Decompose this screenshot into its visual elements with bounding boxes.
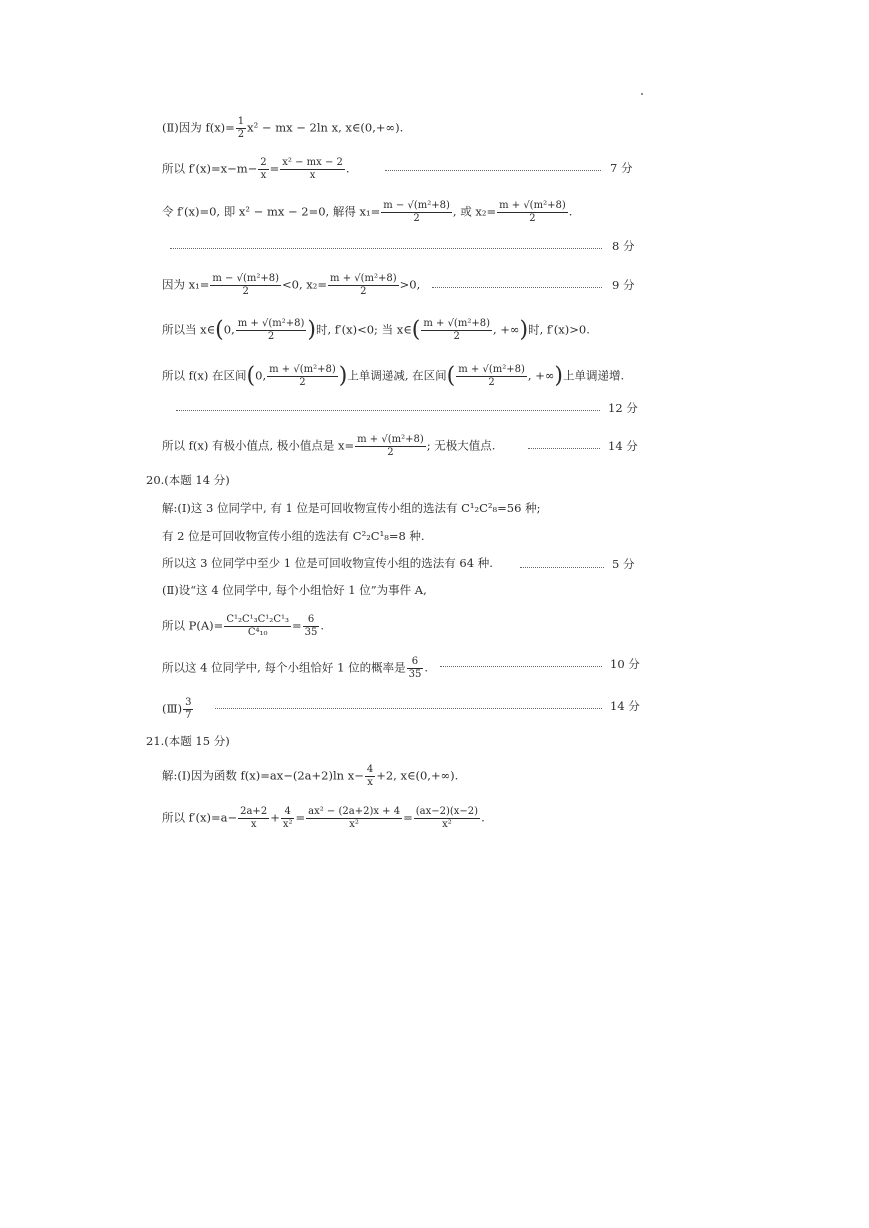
text: = <box>295 810 306 825</box>
text: 所以当 x∈ <box>162 322 216 337</box>
text: . <box>568 204 573 219</box>
solution-line-1 <box>162 116 403 141</box>
denominator: x <box>260 170 267 181</box>
text: 因为 x₁= <box>162 277 210 292</box>
leader-dots <box>440 666 602 667</box>
bracket: ) <box>519 317 529 343</box>
text <box>281 806 295 831</box>
question-21-header: 21.(本题 15 分) <box>146 734 230 748</box>
denominator: x² <box>282 819 293 830</box>
text: +2, x∈(0,+∞). <box>376 768 459 783</box>
solution-line-7 <box>162 364 624 389</box>
text: 时, f′(x)<0; 当 x∈ <box>315 322 412 337</box>
bracket: ( <box>246 363 256 389</box>
denominator: x <box>250 819 257 830</box>
leader-dots <box>432 287 602 288</box>
q21-line-2 <box>162 806 485 831</box>
question-20-header: 20.(本题 14 分) <box>146 473 230 487</box>
numerator: 2a+2 <box>240 806 268 817</box>
solution-line-9 <box>162 434 495 459</box>
text <box>267 364 338 389</box>
numerator: 6 <box>303 614 320 627</box>
q20-line-2: 有 2 位是可回收物宣传小组的选法有 C²₂C¹₈=8 种. <box>162 529 425 543</box>
text: 所以 f′(x)=x−m− <box>162 161 258 176</box>
q20-line-3: 所以这 3 位同学中至少 1 位是可回收物宣传小组的选法有 64 种. <box>162 556 493 570</box>
text <box>355 434 426 459</box>
denominator: 7 <box>185 710 192 721</box>
score-label: 10 分 <box>610 657 640 671</box>
text: 上单调递增. <box>563 368 625 383</box>
denominator: 35 <box>408 669 422 680</box>
q20-line-4: (Ⅱ)设“这 4 位同学中, 每个小组恰好 1 位”为事件 A, <box>162 583 427 597</box>
bracket: ( <box>411 317 421 343</box>
solution-line-6 <box>162 318 590 343</box>
text: >0, <box>399 277 421 292</box>
denominator: 2 <box>237 129 245 140</box>
text <box>421 318 492 343</box>
text: <0, x₂= <box>282 277 328 292</box>
denominator: 2 <box>387 447 394 458</box>
text <box>414 806 480 831</box>
bracket: ( <box>215 317 224 343</box>
text: = <box>269 161 280 176</box>
denominator: 2 <box>413 213 420 224</box>
q20-line-6 <box>162 656 428 681</box>
text <box>210 273 281 298</box>
numerator: m − √(m²+8) <box>383 200 450 211</box>
text: 解:(Ⅰ)因为函数 f(x)=ax−(2a+2)ln x− <box>162 768 364 783</box>
text <box>280 157 345 182</box>
leader-dots <box>520 567 604 568</box>
text <box>224 614 291 639</box>
text: ; 无极大值点. <box>426 438 496 453</box>
text: . <box>424 660 428 675</box>
numerator: m + √(m²+8) <box>237 318 305 329</box>
text: (Ⅲ) <box>162 701 183 716</box>
text: 所以这 4 位同学中, 每个小组恰好 1 位的概率是 <box>162 660 406 675</box>
numerator: m + √(m²+8) <box>357 434 424 445</box>
text: 0, <box>223 322 235 337</box>
q20-line-1: 解:(Ⅰ)这 3 位同学中, 有 1 位是可回收物宣传小组的选法有 C¹₂C²₈=56 种; <box>162 501 541 515</box>
bracket: ) <box>554 363 564 389</box>
numerator: 3 <box>185 697 192 708</box>
denominator: C⁴₁₀ <box>247 627 268 638</box>
text <box>236 318 307 343</box>
score-label: 14 分 <box>608 439 638 453</box>
score-label: 7 分 <box>610 161 633 175</box>
numerator: ax² − (2a+2)x + 4 <box>308 806 401 817</box>
numerator: m + √(m²+8) <box>423 318 490 329</box>
text: 所以 f′(x)=a− <box>162 810 238 825</box>
numerator: (ax−2)(x−2) <box>415 806 479 817</box>
text: . <box>481 810 485 825</box>
text: . <box>345 161 350 176</box>
solution-line-2 <box>162 157 350 182</box>
numerator: m − √(m²+8) <box>212 273 280 284</box>
leader-dots <box>528 448 600 449</box>
text: 所以 f(x) 在区间 <box>162 368 247 383</box>
text <box>456 364 527 389</box>
numerator: m + √(m²+8) <box>499 200 566 211</box>
text <box>381 200 452 225</box>
bracket: ) <box>338 363 348 389</box>
text <box>238 806 269 831</box>
numerator: m + √(m²+8) <box>330 273 397 284</box>
denominator: 35 <box>304 627 318 638</box>
text: x² − mx − 2ln x, x∈(0,+∞). <box>247 120 404 135</box>
text: (Ⅱ)因为 f(x)= <box>162 120 235 135</box>
numerator: 4 <box>281 806 295 819</box>
score-label: 8 分 <box>612 239 635 253</box>
denominator: 2 <box>267 331 275 342</box>
text: , +∞ <box>492 322 520 337</box>
text: . <box>320 618 325 633</box>
leader-dots <box>215 708 602 709</box>
numerator: m + √(m²+8) <box>269 364 336 375</box>
denominator: 2 <box>360 286 367 297</box>
denominator: x² <box>442 819 452 830</box>
bracket: ( <box>446 363 456 389</box>
text <box>303 614 320 639</box>
fraction <box>236 116 246 141</box>
text: = <box>403 810 413 825</box>
text <box>306 806 402 831</box>
score-label: 12 分 <box>608 401 638 415</box>
numerator: 6 <box>407 656 424 669</box>
text <box>328 273 399 298</box>
denominator: x <box>309 170 316 181</box>
text <box>183 697 193 722</box>
numerator: x² − mx − 2 <box>282 157 343 168</box>
text: = <box>292 618 302 633</box>
numerator: m + √(m²+8) <box>458 364 525 375</box>
numerator: 1 <box>237 116 245 127</box>
solution-line-3 <box>162 200 572 225</box>
leader-dots <box>385 170 601 171</box>
numerator: 2 <box>260 157 267 168</box>
text: , +∞ <box>527 368 555 383</box>
score-label: 9 分 <box>612 278 635 292</box>
q21-line-1 <box>162 764 458 789</box>
text: 时, f′(x)>0. <box>528 322 590 337</box>
text: , 或 x₂= <box>452 204 497 219</box>
text <box>365 764 375 789</box>
score-label: 5 分 <box>612 557 635 571</box>
text: 令 f′(x)=0, 即 x² − mx − 2=0, 解得 x₁= <box>162 204 381 219</box>
scan-speck <box>641 93 643 95</box>
text <box>407 656 424 681</box>
solution-line-5 <box>162 273 420 298</box>
numerator: 4 <box>366 764 374 775</box>
text: 所以 P(A)= <box>162 618 224 633</box>
text: 上单调递减, 在区间 <box>347 368 447 383</box>
text: 所以 f(x) 有极小值点, 极小值点是 x= <box>162 438 355 453</box>
leader-dots <box>176 410 600 411</box>
numerator: C¹₂C¹₃C¹₂C¹₃ <box>226 614 289 625</box>
denominator: 2 <box>529 213 536 224</box>
text <box>497 200 568 225</box>
denominator: 2 <box>488 377 495 388</box>
q20-line-5 <box>162 614 324 639</box>
leader-dots <box>170 248 602 249</box>
denominator: 2 <box>242 286 249 297</box>
q20-line-7 <box>162 697 194 722</box>
text: + <box>270 810 280 825</box>
text: 0, <box>255 368 267 383</box>
denominator: 2 <box>453 331 460 342</box>
score-label: 14 分 <box>610 699 640 713</box>
denominator: 2 <box>299 377 306 388</box>
bracket: ) <box>307 317 316 343</box>
denominator: x <box>367 777 373 788</box>
denominator: x² <box>349 819 359 830</box>
text <box>258 157 268 182</box>
